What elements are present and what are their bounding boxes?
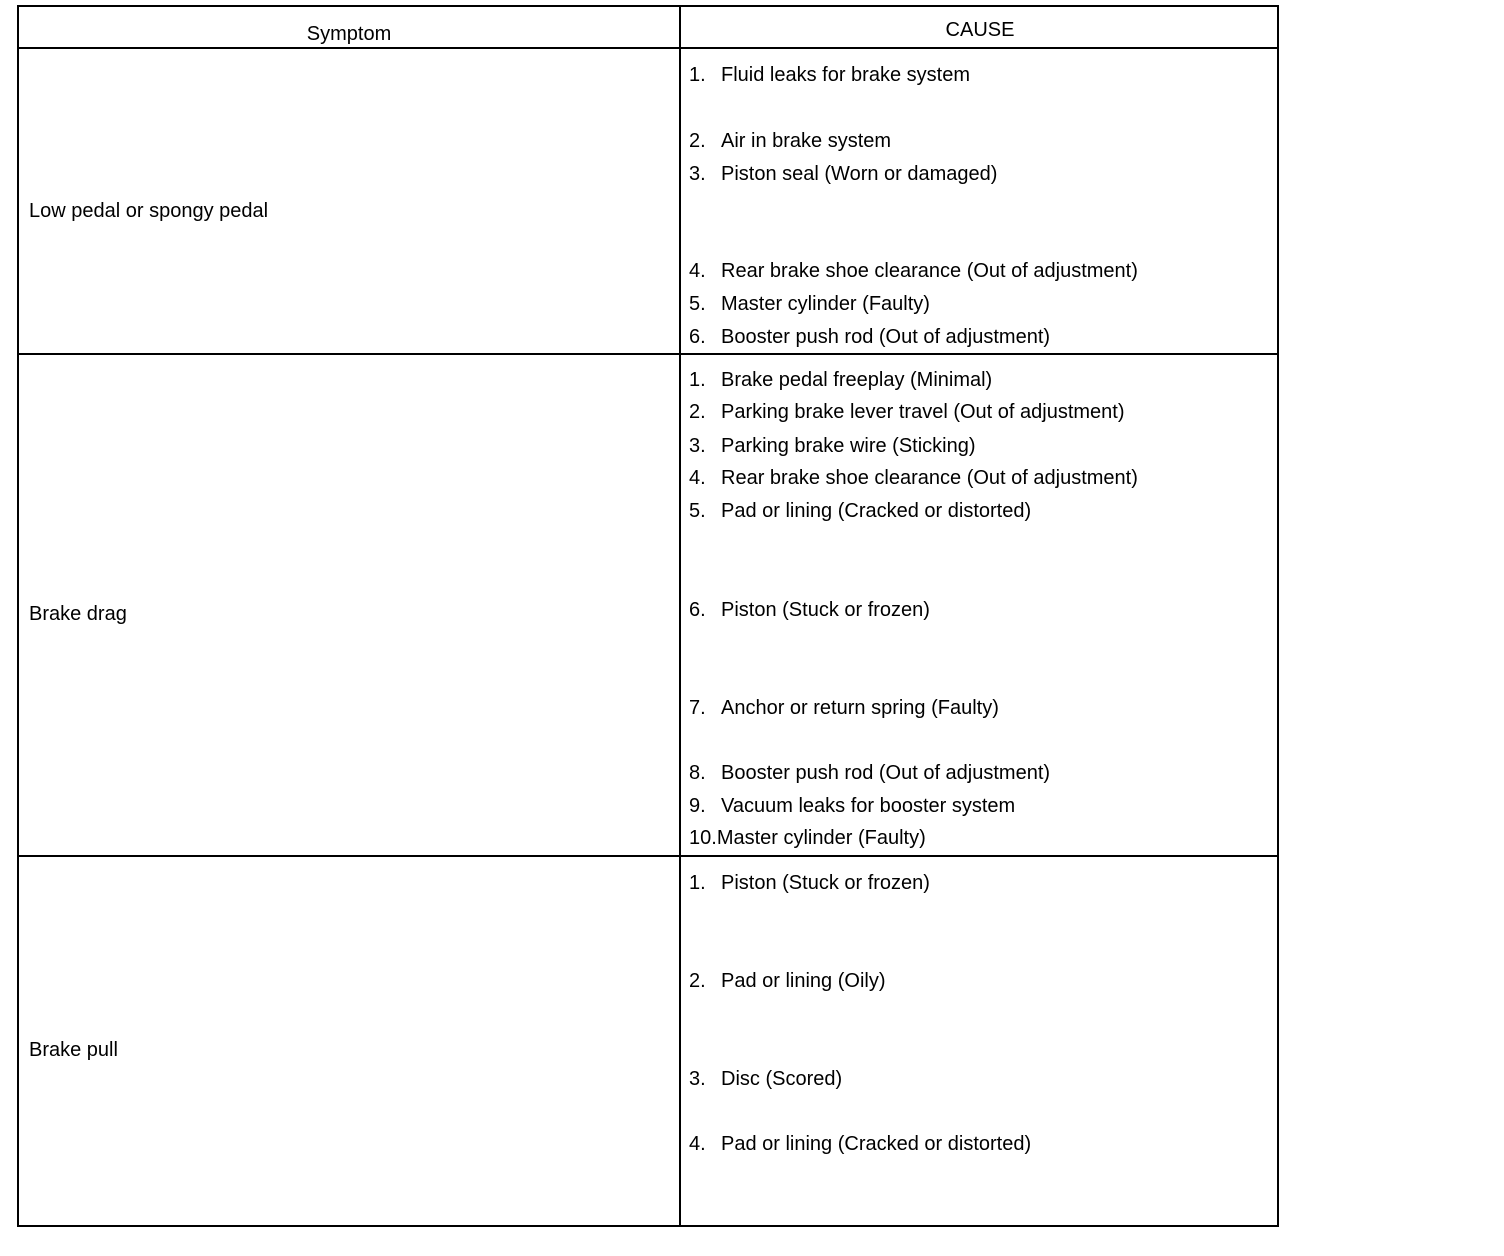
cause-item: 1. Brake pedal freeplay (Minimal) — [689, 369, 993, 391]
cause-item: 10.Master cylinder (Faulty) — [689, 827, 926, 849]
cause-item: 6. Piston (Stuck or frozen) — [689, 599, 930, 621]
cause-item: 3. Piston seal (Worn or damaged) — [689, 163, 998, 185]
troubleshooting-table — [17, 5, 1279, 1227]
symptom-low-pedal: Low pedal or spongy pedal — [29, 200, 269, 222]
cause-item: 1. Piston (Stuck or frozen) — [689, 872, 930, 894]
header-symptom: Symptom — [306, 23, 392, 45]
cause-item: 4. Rear brake shoe clearance (Out of adjustment) — [689, 260, 1138, 282]
row-divider-1 — [19, 353, 1277, 355]
cause-item: 7. Anchor or return spring (Faulty) — [689, 697, 999, 719]
cause-item: 5. Pad or lining (Cracked or distorted) — [689, 500, 1032, 522]
row-divider-2 — [19, 855, 1277, 857]
cause-item: 2. Air in brake system — [689, 130, 892, 152]
symptom-brake-pull: Brake pull — [29, 1039, 118, 1061]
header-divider — [19, 47, 1277, 49]
cause-item: 1. Fluid leaks for brake system — [689, 64, 970, 86]
header-cause: CAUSE — [945, 19, 1015, 41]
column-divider — [679, 7, 681, 1225]
cause-item: 8. Booster push rod (Out of adjustment) — [689, 762, 1051, 784]
cause-item: 5. Master cylinder (Faulty) — [689, 293, 930, 315]
cause-item: 6. Booster push rod (Out of adjustment) — [689, 326, 1051, 348]
cause-item: 3. Disc (Scored) — [689, 1068, 843, 1090]
cause-item: 4. Rear brake shoe clearance (Out of adjustment) — [689, 467, 1138, 489]
cause-item: 2. Parking brake lever travel (Out of adjustment) — [689, 401, 1125, 423]
cause-item: 3. Parking brake wire (Sticking) — [689, 435, 976, 457]
symptom-brake-drag: Brake drag — [29, 603, 127, 625]
cause-item: 9. Vacuum leaks for booster system — [689, 795, 1016, 817]
cause-item: 2. Pad or lining (Oily) — [689, 970, 886, 992]
cause-item: 4. Pad or lining (Cracked or distorted) — [689, 1133, 1032, 1155]
